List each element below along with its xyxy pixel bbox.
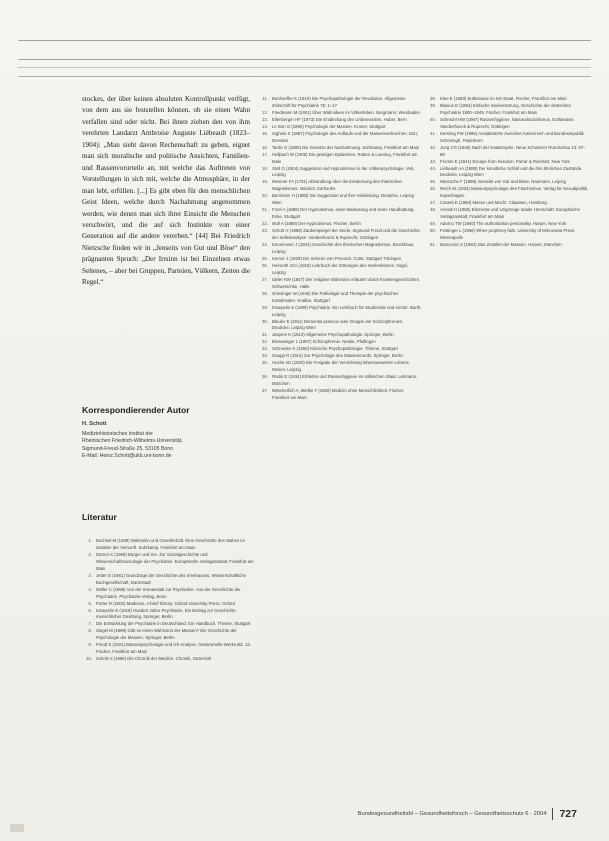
reference-text: Schmuhl HW (1987) Rassenhygiene, Nationalsozialismus, Euthanasie. Vandenhoeck & Ruprecht, Göttingen xyxy=(440,116,575,129)
author-name: H. Schott xyxy=(82,421,107,427)
reference-number: 39. xyxy=(430,102,436,108)
reference-text: Binswanger L (1957) Schizophrenie. Neske, Pfullingen xyxy=(272,339,376,345)
reference-text: Stoll O (1904) Suggestion und Hypnotismus in der Völkerpsychologie. Veit, Leipzig xyxy=(272,165,415,178)
reference-item xyxy=(258,193,422,207)
reference-item xyxy=(258,124,422,131)
reference-number: 18. xyxy=(262,165,268,171)
reference-item xyxy=(258,117,422,124)
reference-number: 45. xyxy=(430,179,436,185)
reference-item xyxy=(258,388,422,402)
reference-text: Canetti E (1960) Masse und Macht. Claassen, Hamburg xyxy=(440,200,547,206)
reference-text: Die Entwicklung der Psychiatrie in Deutschland. Ein Handbuch. Thieme, Stuttgart xyxy=(96,621,251,627)
reference-number: 12. xyxy=(262,109,268,115)
reference-number: 27. xyxy=(262,276,268,282)
reference-number: 6. xyxy=(88,607,92,613)
reference-item xyxy=(426,96,590,103)
reference-text: Ideler KW (1847) Der religiöse Wahnsinn erläutert durch Krankengeschichten. Schwetschke, Halle xyxy=(272,276,421,289)
reference-text: Hoche AE (1920) Die Freigabe der Vernichtung lebensunwerten Lebens. Meiner, Leipzig xyxy=(272,360,410,373)
reference-item xyxy=(258,277,422,291)
reference-number: 35. xyxy=(262,360,268,366)
reference-number: 30. xyxy=(262,318,268,324)
reference-number: 50. xyxy=(430,228,436,234)
reference-number: 40. xyxy=(430,116,436,122)
reference-text: Dörner K (1969) Bürger und Irre. Zur Sozialgeschichte und Wissenschaftssoziologie der Psychiatrie. Europäische Verlagsanstalt, Frankfurt am Main xyxy=(96,551,254,571)
reference-text: Rüdin E (1934) Erblehre und Rassenhygiene im völkischen Staat. Lehmann, München xyxy=(272,374,418,387)
reference-number: 47. xyxy=(430,200,436,206)
reference-item xyxy=(258,221,422,228)
reference-text: Jung CG (1946) Nach der Katastrophe. Neue Schweizer Rundschau 13: 67–88 xyxy=(440,144,586,157)
reference-number: 2. xyxy=(88,551,92,557)
reference-number: 8. xyxy=(88,628,92,634)
reference-text: Jetter D (1981) Grundzüge der Geschichte des Irrenhauses. Wissenschaftliche Buchgesellschaft, Darmstadt xyxy=(96,572,246,585)
reference-number: 13. xyxy=(262,116,268,122)
footer-divider xyxy=(552,808,553,820)
reference-number: 11. xyxy=(262,96,268,101)
reference-number: 15. xyxy=(262,130,268,136)
correspondence-block xyxy=(82,421,252,460)
reference-number: 17. xyxy=(262,151,268,157)
reference-item xyxy=(258,207,422,221)
address-line: Rheinischen Friedrich-Wilhelms-Universität, xyxy=(82,438,183,445)
reference-item xyxy=(426,200,590,207)
reference-item xyxy=(426,221,590,228)
reference-item xyxy=(82,656,254,663)
reference-item xyxy=(82,642,254,656)
reference-item xyxy=(426,131,590,145)
reference-item xyxy=(426,186,590,200)
reference-number: 29. xyxy=(262,304,268,310)
reference-item xyxy=(82,552,254,573)
reference-text: Kersting FW (1996) Anstaltsärzte zwischen Kaiserreich und Bundesrepublik. Schöningh, Paderborn xyxy=(440,130,585,143)
reference-text: Siegel M (1999) Gibt es einen Wahnsinn der Massen? Die Geschichte der Psychologie der Massen. Springer, Berlin xyxy=(96,628,237,641)
reference-text: Mesmer FA (1781) Abhandlung über die Entdeckung des thierischen Magnetismus. Macklot, Karlsruhe xyxy=(272,179,402,192)
reference-item xyxy=(82,608,254,622)
reference-number: 22. xyxy=(262,221,268,227)
reference-text: Friedmann M (1901) Über Wahnideen im Völkerleben. Bergmann, Wiesbaden xyxy=(272,109,420,115)
reference-item xyxy=(258,131,422,145)
reference-item xyxy=(258,339,422,346)
references-middle-column xyxy=(258,96,422,402)
reference-number: 23. xyxy=(262,228,268,234)
reference-text: Hellpach W (1906) Die geistigen Epidemien. Rütten & Loening, Frankfurt am Main xyxy=(272,151,418,164)
reference-number: 16. xyxy=(262,144,268,150)
reference-number: 20. xyxy=(262,193,268,199)
reference-number: 34. xyxy=(262,353,268,359)
reference-text: Gaupp R (1914) Zur Psychologie des Massenmords. Springer, Berlin xyxy=(272,353,403,359)
reference-text: Arendt H (1955) Elemente und Ursprünge totaler Herrschaft. Europäische Verlagsanstalt, Frankfurt am Main xyxy=(440,207,580,220)
body-paragraph: stockes, der über keinen absoluten Kontrollpunkt verfügt, von dem aus sie feststellen können, ob sie einen Wahn verfallen sind oder nicht. Bei ihnen ziehen den von ihm verehrten Landarzt Ambroise Auguste Liébeault (1823–1904): „Man sieht davon Rechenschaft zu geben, eignet man sich moralische und politische Ansichten, Familien- und Rassenvorurteile an, mit welche das Auftreten von Vorstellungen in sich mit, welche die Atmosphäre, in der man lebt, erfüllen. [...] Es gibt eben für den menschlichen Geist Ideen, welche durch Nachahmung angenommen werden, wie denen man sich ihrer Einsicht die Menschen verschwört, und die auf sich Instinkte von einer Generation auf die andere vererben.“ [44] Bei Friedrich Nietzsche finden wir in „Jenseits von Gut und Böse“ den prägnanten Spruch: „Der Irrsinn ist bei Einzelnen etwas Seltenes, – aber bei Gruppen, Parteien, Völkern, Zeiten die Regel.“ xyxy=(82,95,250,287)
reference-text: Adorno TW (1950) The authoritarian personality. Harper, New York xyxy=(440,221,567,227)
reference-text: Ennemoser J (1844) Geschichte des thierischen Magnetismus. Brockhaus, Leipzig xyxy=(272,242,415,254)
reference-item xyxy=(82,621,254,628)
reference-item xyxy=(82,538,254,552)
reference-text: Festinger L (1956) When prophecy fails. University of Minnesota Press, Minneapolis xyxy=(440,228,576,241)
reference-item xyxy=(426,117,590,131)
reference-item xyxy=(82,573,254,587)
reference-text: Heinroth JCA (1818) Lehrbuch der Störungen des Seelenlebens. Vogel, Leipzig xyxy=(272,262,409,275)
reference-text: Kraepelin E (1918) Hundert Jahre Psychiatrie. Ein Beitrag zur Geschichte menschlicher Gesittung. Springer, Berlin xyxy=(96,607,236,620)
reference-text: Schott H (1996) Die Chronik der Medizin. Chronik, Gütersloh xyxy=(96,656,212,662)
reference-text: Porter R (2002) Madness. A brief history. Oxford University Press, Oxford xyxy=(96,600,235,606)
reference-number: 9. xyxy=(88,642,92,648)
reference-number: 14. xyxy=(262,123,268,129)
reference-text: Reich W (1933) Massenpsychologie des Faschismus. Verlag für Sexualpolitik, Kopenhagen xyxy=(440,186,589,199)
reference-text: Jaspers K (1913) Allgemeine Psychopathologie. Springer, Berlin xyxy=(272,332,394,338)
reference-number: 5. xyxy=(88,600,92,606)
reference-text: Le Bon G (1895) Psychologie der Massen. Kröner, Stuttgart xyxy=(272,123,386,129)
reference-text: Bleuler E (1911) Dementia praecox oder Gruppe der Schizophrenien. Deuticke, Leipzig Wien xyxy=(272,318,404,331)
reference-text: Müller C (1998) Von der Irrenanstalt zur Psychiatrie. Aus der Geschichte der Psychiatrie. Psychiatrie-Verlag, Bonn xyxy=(96,586,241,599)
reference-number: 31. xyxy=(262,332,268,338)
reference-number: 46. xyxy=(430,186,436,192)
reference-item xyxy=(258,305,422,319)
reference-text: Moll A (1889) Der Hypnotismus. Fischer, Berlin xyxy=(272,221,361,227)
references-right-column xyxy=(426,96,590,249)
reference-number: 38. xyxy=(430,96,436,101)
reference-number: 25. xyxy=(262,255,268,261)
reference-number: 1. xyxy=(88,538,92,543)
reference-text: Schott H (1998) Zauberspiegel der Seele. Sigmund Freud und die Geschichte der Selbstanalyse. Vandenhoeck & Ruprecht, Göttingen xyxy=(272,228,420,241)
reference-number: 33. xyxy=(262,346,268,352)
reference-text: Ellenberger HF (1973) Die Entdeckung des Unbewussten. Huber, Bern xyxy=(272,116,407,122)
reference-number: 41. xyxy=(430,130,436,136)
reference-item xyxy=(258,152,422,166)
reference-text: Freud S (1921) Massenpsychologie und Ich-Analyse. Gesammelte Werke Bd. 13. Fischer, Frankfurt am Main xyxy=(96,642,251,655)
reference-number: 36. xyxy=(262,374,268,380)
reference-text: Kraepelin E (1899) Psychiatrie. Ein Lehrbuch für Studirende und Aerzte. Barth, Leipzig xyxy=(272,304,422,317)
reference-item xyxy=(258,228,422,242)
header-rule xyxy=(18,67,591,68)
address-line: Medizinhistorisches Institut der xyxy=(82,431,153,438)
reference-item xyxy=(426,179,590,186)
reference-text: Sighele S (1897) Psychologie des Auflaufs und der Massenverbrechen. Dürr, Dresden xyxy=(272,130,419,143)
correspondence-heading: Korrespondierender Autor xyxy=(82,405,190,415)
header-rule xyxy=(18,76,591,77)
reference-item xyxy=(258,346,422,353)
reference-item xyxy=(258,256,422,263)
reference-item xyxy=(258,332,422,339)
reference-number: 43. xyxy=(430,158,436,164)
reference-item xyxy=(258,353,422,360)
reference-number: 51. xyxy=(430,242,436,248)
reference-number: 37. xyxy=(262,388,268,394)
reference-item xyxy=(426,145,590,159)
references-left-column xyxy=(82,538,254,663)
reference-text: Nietzsche F (1886) Jenseits von Gut und Böse. Naumann, Leipzig xyxy=(440,179,566,185)
reference-item xyxy=(258,179,422,193)
reference-number: 48. xyxy=(430,207,436,213)
reference-item xyxy=(82,601,254,608)
reference-text: Bonhoeffer K (1919) Die Psychopathologie der Revolution. Allgemeine Zeitschrift für Psychiatrie 75: 1–17 xyxy=(272,96,406,108)
reference-item xyxy=(426,207,590,221)
reference-item xyxy=(258,374,422,388)
reference-number: 26. xyxy=(262,262,268,268)
reference-number: 10. xyxy=(86,656,92,662)
reference-number: 44. xyxy=(430,165,436,171)
reference-number: 7. xyxy=(88,621,92,627)
page-number: 727 xyxy=(559,808,577,820)
reference-item xyxy=(258,291,422,305)
reference-item xyxy=(258,96,422,110)
reference-item xyxy=(426,166,590,180)
reference-number: 19. xyxy=(262,179,268,185)
address-line: Sigmund-Freud-Straße 25, 53105 Bonn xyxy=(82,445,174,452)
page-footer xyxy=(358,808,577,820)
reference-number: 24. xyxy=(262,242,268,248)
reference-number: 3. xyxy=(88,572,92,578)
reference-item xyxy=(82,628,254,642)
reference-number: 42. xyxy=(430,144,436,150)
reference-text: Schneider K (1950) Klinische Psychopathologie. Thieme, Stuttgart xyxy=(272,346,398,352)
reference-text: Mitscherlich A, Mielke F (1960) Medizin ohne Menschlichkeit. Fischer, Frankfurt am Main xyxy=(272,388,405,400)
header-rule xyxy=(18,59,591,60)
reference-text: Bernheim H (1888) Die Suggestion und ihre Heilwirkung. Deuticke, Leipzig Wien xyxy=(272,193,414,206)
reference-item xyxy=(426,228,590,242)
reference-text: Liébeault AA (1889) Der künstliche Schlaf und die ihm ähnlichen Zustände. Deuticke, Leipzig Wien xyxy=(440,165,583,178)
reference-item xyxy=(258,360,422,374)
reference-text: Fromm E (1941) Escape from freedom. Farrar & Rinehart, New York xyxy=(440,158,570,164)
reference-text: Forel A (1889) Der Hypnotismus, seine Bedeutung und seine Handhabung. Enke, Stuttgart xyxy=(272,207,415,220)
reference-number: 49. xyxy=(430,221,436,227)
reference-text: Tarde G (1890) Die Gesetze der Nachahmung. Suhrkamp, Frankfurt am Main xyxy=(272,144,420,150)
references-heading: Literatur xyxy=(82,512,117,522)
reference-item xyxy=(258,166,422,180)
email-line[interactable]: E-Mail: Heinz.Schott@ukb.uni-bonn.de xyxy=(82,452,172,459)
reference-text: Blasius D (1994) Einfache Seelenstörung. Geschichte der deutschen Psychiatrie 1800–1945. Fischer, Frankfurt am Main xyxy=(440,102,571,115)
reference-text: Buchsel M (1939) Wahnsinn und Gesellschaft. Eine Geschichte des Wahns im Zeitalter der Vernunft. Suhrkamp, Frankfurt am Main xyxy=(96,538,245,550)
reference-number: 32. xyxy=(262,339,268,345)
reference-number: 28. xyxy=(262,290,268,296)
reference-item xyxy=(426,159,590,166)
journal-citation: Bundesgesundheitsbl – Gesundheitsforsch – Gesundheitsschutz 6 · 2004 xyxy=(357,811,547,817)
reference-text: Moscovici S (1984) Das Zeitalter der Massen. Hanser, München xyxy=(440,242,562,248)
reference-item xyxy=(258,110,422,117)
reference-text: Kerner J (1829) Die Seherin von Prevorst. Cotta, Stuttgart Tübingen xyxy=(272,255,402,261)
binding-mark xyxy=(10,824,24,832)
reference-item xyxy=(82,587,254,601)
reference-item xyxy=(426,242,590,249)
reference-text: Griesinger W (1845) Die Pathologie und Therapie der psychischen Krankheiten. Krabbe, Stuttgart xyxy=(272,290,399,303)
reference-item xyxy=(258,145,422,152)
reference-number: 21. xyxy=(262,207,268,213)
reference-number: 4. xyxy=(88,586,92,592)
reference-item xyxy=(258,242,422,256)
reference-text: Klee E (1983) Euthanasie im NS-Staat. Fischer, Frankfurt am Main xyxy=(440,96,567,101)
header-rule xyxy=(18,40,591,41)
reference-item xyxy=(258,263,422,277)
reference-item xyxy=(426,103,590,117)
reference-item xyxy=(258,319,422,333)
